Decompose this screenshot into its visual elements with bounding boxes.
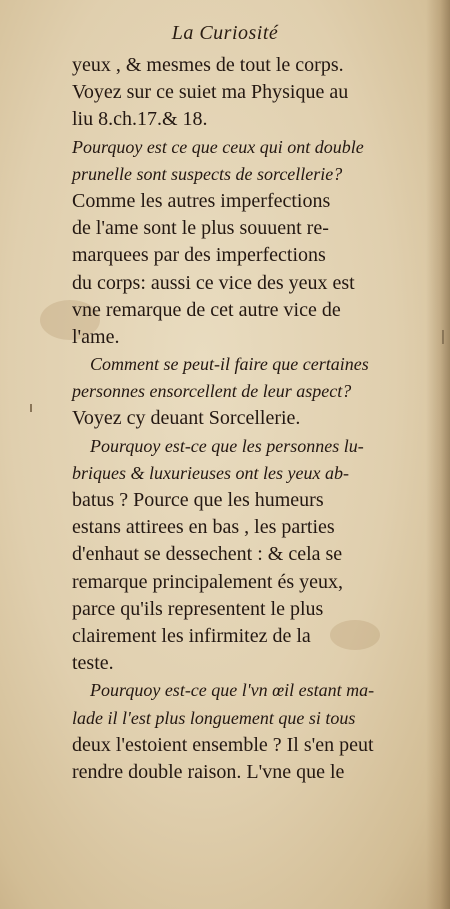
text-line: remarque principalement és yeux, [72, 570, 343, 593]
margin-mark [442, 330, 444, 344]
running-header: La Curiosité [171, 22, 279, 44]
text-line: marquees par des imperfections [72, 244, 326, 267]
page-gutter-shadow [426, 0, 450, 909]
text-line: teste. [72, 652, 114, 675]
text-line: clairement les infirmitez de la [72, 624, 311, 647]
margin-mark [30, 404, 32, 412]
text-line: Pourquoy est ce que ceux qui ont double [72, 136, 364, 157]
text-line: liu 8.ch.17.& 18. [72, 108, 208, 131]
text-line: vne remarque de cet autre vice de [72, 298, 341, 321]
text-line: rendre double raison. L'vne que le [72, 760, 345, 783]
text-line: deux l'estoient ensemble ? Il s'en peut [72, 733, 374, 756]
page-body-text [72, 52, 422, 786]
text-line: Voyez cy deuant Sorcellerie. [72, 407, 301, 430]
text-line: personnes ensorcellent de leur aspect? [72, 381, 352, 402]
text-line: Pourquoy est-ce que l'vn œil estant ma- [90, 680, 375, 701]
text-line: Voyez sur ce suiet ma Physique au [72, 81, 349, 104]
text-line: l'ame. [72, 325, 120, 348]
text-line: parce qu'ils representent le plus [72, 597, 324, 620]
text-line: d'enhaut se dessechent : & cela se [72, 543, 343, 566]
text-line: prunelle sont suspects de sorcellerie? [72, 163, 343, 184]
text-line: Comment se peut-il faire que certaines [90, 354, 369, 375]
text-line: batus ? Pource que les humeurs [72, 489, 324, 511]
text-line: estans attirees en bas , les parties [72, 516, 335, 539]
text-line: Pourquoy est-ce que les personnes lu- [90, 435, 364, 456]
text-line: Comme les autres imperfections [72, 189, 331, 212]
text-line: de l'ame sont le plus souuent re- [72, 217, 329, 240]
text-line: du corps: aussi ce vice des yeux est [72, 271, 355, 294]
text-line: yeux , & mesmes de tout le corps. [72, 54, 344, 76]
text-line: briques & luxurieuses ont les yeux ab- [72, 462, 349, 483]
text-line: lade il l'est plus longuement que si tous [72, 707, 356, 728]
